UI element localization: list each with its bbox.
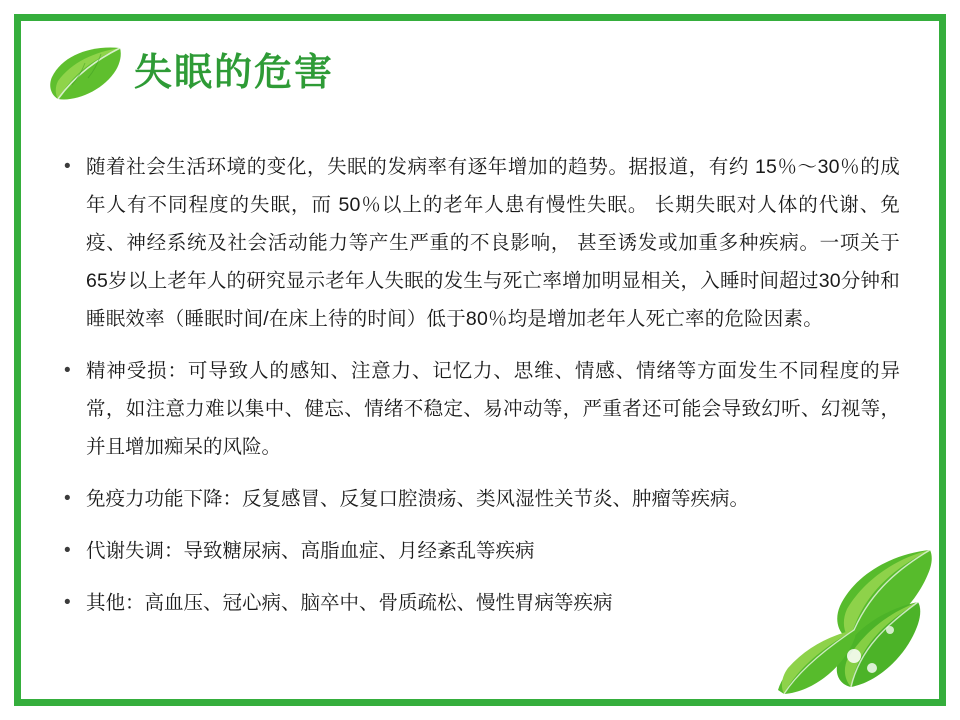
bullet-marker: • (64, 540, 71, 561)
bullet-marker: • (64, 592, 71, 613)
slide-header (46, 40, 334, 106)
list-item (60, 148, 900, 338)
list-item-text: 代谢失调：导致糖尿病、高脂血症、月经紊乱等疾病 (86, 540, 535, 562)
bullet-marker: • (64, 360, 71, 381)
list-item (60, 480, 900, 518)
bullet-marker: • (64, 156, 71, 177)
content-list (60, 148, 900, 636)
list-item (60, 532, 900, 570)
list-item-text: 随着社会生活环境的变化，失眠的发病率有逐年增加的趋势。据报道，有约 15％～30％的成年人有不同程度的失眠，而 50％以上的老年人患有慢性失眠。 长期失眠对人体的代谢、免疫、神经系统及社会活动能力等产生严重的不良影响， 甚至诱发或加重多种疾病。一项关于65岁以上老年人的研究显示老年人失眠的发生与死亡率增加明显相关，入睡时间超过30分钟和睡眠效率（睡眠时间/在床上待的时间）低于80％均是增加老年人死亡率的危险因素。 (86, 156, 900, 330)
bullet-marker: • (64, 488, 71, 509)
leaf-icon (46, 44, 124, 102)
list-item-text: 免疫力功能下降：反复感冒、反复口腔溃疡、类风湿性关节炎、肿瘤等疾病。 (86, 488, 750, 510)
list-item (60, 584, 900, 622)
list-item-text: 精神受损：可导致人的感知、注意力、记忆力、思维、情感、情绪等方面发生不同程度的异常，如注意力难以集中、健忘、情绪不稳定、易冲动等，严重者还可能会导致幻听、幻视等，并且增加痴呆的风险。 (86, 360, 900, 458)
list-item (60, 352, 900, 466)
page-title: 失眠的危害 (134, 52, 335, 94)
list-item-text: 其他：高血压、冠心病、脑卒中、骨质疏松、慢性胃病等疾病 (86, 592, 613, 614)
